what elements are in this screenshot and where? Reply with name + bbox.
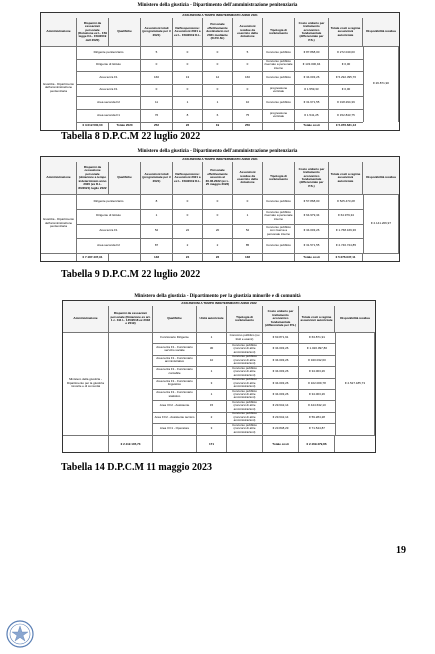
table1-cell: € 1.559,33 (295, 84, 329, 97)
table3-cell: € 34.003,26 (263, 355, 299, 366)
table1-header: Assunzioni residue da esercizio della dotazione (233, 18, 263, 46)
table3-cell: 15 (197, 400, 227, 411)
table1-cell: 1 (203, 96, 233, 109)
table2-cell: Area terza F1 (77, 224, 141, 239)
table1-cell: 0 (203, 59, 233, 72)
table2-header-row (41, 162, 399, 195)
table1-cell: 0 (233, 59, 263, 72)
table3-cell: € 34.003,26 (263, 366, 299, 377)
table2-cell: Dirigente di Istituto (77, 209, 141, 224)
table1-cell: 10 (233, 96, 263, 109)
table3-header: Qualifiche (153, 306, 197, 332)
table2-cell: 1 (233, 209, 263, 224)
table1-header: Risparmi da cessazioni personale (Dotazione ex L. 159 legge D.L. 159/2019 dell 2020) (77, 18, 109, 46)
table1-row (77, 109, 363, 123)
table2-band: ASSUNZIONI A TEMPO INDETERMINATO ANNO 2021 (41, 157, 399, 163)
table2-cell: € 2.746.724,85 (335, 242, 357, 247)
table1-band: ASSUNZIONI A TEMPO INDETERMINATO ANNO 2021 (41, 13, 399, 19)
table2-cell: 87 (141, 238, 173, 253)
table2-total-value: 22 (203, 254, 233, 262)
table3-total-blank (63, 436, 109, 453)
table3-title: Ministero della giustizia - Dipartimento per la giustizia minorile e di comunità (134, 294, 301, 299)
table1-cell: progressione verticale (263, 84, 295, 97)
table2-header: Tipologia di reclutamento (263, 162, 295, 194)
table1-cell: 75 (233, 109, 263, 122)
table2-total-blank (363, 254, 399, 262)
table3-total-blank (335, 436, 375, 453)
table2-cell: € 34.003,26 (295, 224, 329, 239)
table1-row (77, 96, 363, 110)
table3-header: Disponibilità residua (335, 306, 375, 332)
table1-header-row (41, 18, 399, 47)
table1-header: Disponibilità residua (363, 18, 399, 46)
table3-cell: 2 (197, 412, 227, 423)
table2-cell: 2 (173, 238, 203, 253)
table2-header: Personale effettivamente assunto al 30.06.2022 (ex L. 25 maggio 2022) (203, 162, 233, 194)
table1-total-value: 250 (233, 122, 263, 130)
table2-header: Assunzioni residue da esercizio della dotazione (233, 162, 263, 194)
table2-cell: € 525.473,28 (337, 198, 355, 203)
table1-total-costs-label: Totale costi (295, 122, 329, 130)
table1-cell: 0 (233, 84, 263, 97)
table3-cell: Funzionario Dirigente (153, 332, 197, 343)
table3-cell: € 102.009,78 (308, 380, 326, 385)
table1-cell: Dirigente penitenziario (77, 46, 141, 59)
table3-header: Tipologia di reclutamento (227, 306, 263, 332)
table2-cell: Area seconda F2 (77, 238, 141, 253)
table3-total-value: 171 (197, 436, 227, 453)
table2-cell: 2 (203, 238, 233, 253)
table1-total-blank (263, 122, 295, 130)
table3-cell: Concorso pubblico (concorsi di altre amministrazioni) (227, 412, 263, 423)
caption-table-14: Tabella 14 D.P.C.M 11 maggio 2023 (61, 462, 212, 473)
table1-row (77, 84, 363, 98)
table2-cell: Concorso pubblico (263, 238, 295, 253)
caption-table-9: Tabella 9 D.P.C.M 22 luglio 2022 (61, 269, 201, 280)
table2-total-value: 148 (141, 254, 173, 262)
table3-cell: € 34.003,26 (263, 378, 299, 389)
table1-cell: € 31.671,55 (295, 96, 329, 109)
table1-cell: 12 (203, 71, 233, 84)
table3-cell: € 34.003,26 (263, 343, 299, 354)
table3-savings-blank (109, 332, 153, 435)
table2-header: Disponibilità residua (363, 162, 399, 194)
table2-residual: € 2.141.206,97 (363, 194, 399, 253)
table1-cell: € 0,00 (341, 87, 351, 92)
table1-cell: 11 (141, 96, 173, 109)
table3-cell: € 444.632,10 (308, 403, 326, 408)
table1-cell: € 34.003,26 (295, 71, 329, 84)
table1-header: Da/Sospensione: Assunzioni 2021 a ex L. 159/2019 D.L. (173, 18, 203, 46)
table2-header: Da/Sospensione: Assunzioni 2021 a ex L. 159/2019 D.L. (173, 162, 203, 194)
table3-cell: 3 (197, 378, 227, 389)
table2-header: Assunzioni totali (programmate per il 2021) (141, 162, 173, 194)
table1-cell: Area terza F1 (77, 71, 141, 84)
table2-cell: 1 (141, 209, 173, 224)
table2-title: Ministero della giustizia - Dipartimento dell'amministrazione penitenziaria (137, 149, 298, 154)
page-number: 19 (396, 545, 406, 556)
table1-cell: 5 (233, 46, 263, 59)
table2-cell: 0 (203, 209, 233, 224)
table3-cell: Concorso pubblico (concorsi di altre amministrazioni) (227, 355, 263, 366)
table2-cell: Dirigente penitenziario (77, 194, 141, 209)
table2-cell: 52 (233, 224, 263, 239)
table1 (40, 12, 400, 131)
table2-cell: 8 (141, 194, 173, 209)
table2-header: Totale costi a regime assunzioni autorizzate (329, 162, 363, 194)
table2-cell: Concorso pubblico (263, 194, 295, 209)
table1-administration: Giustizia - Dipartimento dell'amministrazione penitenziaria (41, 46, 77, 130)
table1-total-savings: € 3.012.500,00 (77, 122, 109, 130)
table3-cell: Concorso pubblico (concorsi di altre amministrazioni) (227, 389, 263, 400)
table3-cell: 30 (197, 343, 227, 354)
table1-cell: 0 (141, 59, 173, 72)
table1-cell: Concorso pubblico riservato a personale interno (263, 59, 295, 72)
table1-cell: 160 (233, 71, 263, 84)
table3-cell: € 34.003,26 (263, 389, 299, 400)
table2-cell: 0 (173, 209, 203, 224)
table3-cell: 3 (197, 423, 227, 434)
table1-cell: 76 (141, 109, 173, 122)
table3-total-row (63, 435, 375, 453)
table1-cell: Concorso pubblico (263, 96, 295, 109)
table3-cell: Concorso pubblico (concorsi di altre amministrazioni) (227, 366, 263, 377)
table3-cell: 1 (197, 366, 227, 377)
table1-row (77, 46, 363, 60)
table1-cell: € 87.868,00 (295, 46, 329, 59)
table1-cell: 0 (173, 84, 203, 97)
table3-cell: € 59.284,28 (309, 414, 325, 419)
table1-header: Costo unitario per trattamento economico fondamentale (differenziale per P.S.) (295, 18, 329, 46)
table3-cell: € 63.871,91 (263, 332, 299, 343)
table3-cell: Area terza F1 - Funzionario contabile (153, 366, 197, 377)
table2-cell: 20 (203, 224, 233, 239)
table1-cell: 0 (173, 59, 203, 72)
table1-cell: 0 (203, 84, 233, 97)
table2-cell: € 31.571,55 (295, 238, 329, 253)
table1-cell: € 133.000,94 (295, 59, 329, 72)
table2-header: Amministrazione (41, 162, 77, 194)
table3-cell: € 23.848,29 (263, 423, 299, 434)
table2-row (77, 194, 363, 210)
table3-cell: € 34.003,26 (309, 369, 325, 374)
table2-cell: € 64.979,34 (338, 213, 354, 218)
table1-cell: Area seconda F2 (77, 96, 141, 109)
table3-cell: € 71.544,87 (309, 426, 325, 431)
table1-row (77, 59, 363, 73)
table2-cell: € 64.979,34 (295, 209, 329, 224)
table2-header: Costo unitario per trattamento economico fondamentale (differenziale per P.S.) (295, 162, 329, 194)
table1-total-value: 22 (173, 122, 203, 130)
table3-band: ASSUNZIONI A TEMPO INDETERMINATO ANNO 2022 (63, 301, 375, 307)
table1-cell: 0 (141, 84, 173, 97)
table3-cell: 10 (197, 355, 227, 366)
table3-cell: € 340.032,60 (308, 357, 326, 362)
table3-cell: € 1.020.097,80 (306, 346, 328, 351)
table2-total-blank (109, 254, 141, 262)
table2-total-blank (41, 254, 77, 262)
table1-cell: 8 (173, 109, 203, 122)
table2-total-costs: € 5.076.037,11 (329, 254, 363, 262)
table2-row (77, 224, 363, 240)
table3-header: Unità autorizzate (197, 306, 227, 332)
table3-cell: Area terza F1 - Funzionario amministrativo (153, 355, 197, 366)
table1-cell: € 272.040,00 (337, 49, 355, 54)
table1-cell: € 0,00 (341, 62, 351, 67)
table1-cell: Area seconda F1 (77, 109, 141, 122)
table1-header: Assunzioni totali (programmate per il 2021) (141, 18, 173, 46)
table3-cell: Area terza F1 - Funzionario linguistico (153, 378, 197, 389)
table2-total-costs-label: Totale costi (295, 254, 329, 262)
table1-cell: € 318.294,39 (337, 99, 355, 104)
table1-row (77, 71, 363, 85)
table2-row (77, 238, 363, 254)
table3-total-costs-label: Totale costi (263, 436, 299, 453)
table3-cell: Area II F2 - Assistente tecnico (153, 412, 197, 423)
table1-total-label: Totale 2020 (109, 122, 141, 130)
table1-cell: 0 (203, 46, 233, 59)
table3-cell: € 34.003,26 (309, 391, 325, 396)
table2-header: Qualifiche (109, 162, 141, 194)
table3-cell: Concorso pubblico (concorsi di altre amministrazioni) (227, 423, 263, 434)
table2-cell: € 57.868,00 (295, 194, 329, 209)
table3-residual: € 2.527.185,73 (335, 332, 375, 435)
table3-total-costs: € 2.169.479,86 (299, 436, 335, 453)
table2-cell: 22 (173, 224, 203, 239)
table1-cell: 13 (173, 71, 203, 84)
table3-cell: Area II F1 - Operatore (153, 423, 197, 434)
table2-cell: 0 (233, 194, 263, 209)
table3-cell: € 29.642,14 (263, 400, 299, 411)
table1-cell: € 1.541,25 (295, 109, 329, 122)
table1-cell: € 5.292.395,76 (335, 74, 357, 79)
table1-cell: Dirigente di Istituto (77, 59, 141, 72)
table3-row (153, 423, 335, 435)
table2-cell: € 1.768.169,36 (335, 228, 357, 233)
table3-cell: € 63.871,91 (309, 334, 325, 339)
table2 (40, 156, 400, 262)
table3-cell: 1 (197, 389, 227, 400)
table1-header: Amministrazione (41, 18, 77, 46)
table3-cell: Area II F2 - Assistente (153, 400, 197, 411)
table3-total-blank (227, 436, 263, 453)
table1-cell: 1 (173, 96, 203, 109)
table1-cell: 0 (173, 46, 203, 59)
table1-cell: 160 (141, 71, 173, 84)
table2-total-value: 24 (173, 254, 203, 262)
table3-administration: Ministero della giustizia - Dipartimento per la giustizia minorile e di comunità (63, 332, 109, 435)
table2-total-label: € 7.187.437,91 (77, 254, 109, 262)
table3-total-label: € 2.112.135,73 (109, 436, 153, 453)
table3-cell: Concorso pubblico (concorsi di altre amministrazioni) (227, 400, 263, 411)
table1-residual: € 26.871,90 (363, 46, 399, 122)
table2-cell: 52 (141, 224, 173, 239)
table2-total-row (41, 253, 399, 262)
table1-header: Personale effettivamente destinatario nel 2021 mediante (D.P.C.M.) (203, 18, 233, 46)
table1-cell: 6 (203, 109, 233, 122)
table1-total-row (77, 122, 399, 130)
table3-header: Amministrazione (63, 306, 109, 332)
table3-cell: € 29.642,14 (263, 412, 299, 423)
table3-cell: Concorso pubblico (concorsi di altre amministrazioni) (227, 343, 263, 354)
table2-cell: 0 (203, 194, 233, 209)
table2-header: Risparmi da cessazione personale (dotazione a tempo indeterminato anno 2020 (ex D.L. 80/2021) luglio 2022 (77, 162, 109, 194)
table1-cell: 5 (141, 46, 173, 59)
table2-cell: Concorso pubblico riservato a personale interno (263, 209, 295, 224)
table2-total-value: 138 (233, 254, 263, 262)
caption-table-8: Tabella 8 D.P.C.M 22 luglio 2022 (61, 131, 201, 142)
table3-cell: Concorso pubblico (su titoli e esami) (227, 332, 263, 343)
table2-total-blank (263, 254, 295, 262)
table3 (62, 300, 376, 453)
table1-total-value: 252 (141, 122, 173, 130)
table2-cell: Concorso pubblico con riserva a personale interno (263, 224, 295, 239)
table3-cell: 1 (197, 332, 227, 343)
table3-header: Costo unitario per trattamento economico fondamentale (differenziale per P.S.) (263, 306, 299, 332)
table1-cell: progressione verticale (263, 109, 295, 122)
table1-header: Qualifiche (109, 18, 141, 46)
table1-header: Tipologia di reclutamento (263, 18, 295, 46)
ministry-seal-icon (6, 620, 34, 648)
table1-total-costs: € 5.976.631,13 (335, 123, 357, 128)
table1-cell: € 152.843,75 (337, 112, 355, 117)
table2-row (77, 209, 363, 225)
table1-total-value: 19 (203, 122, 233, 130)
table1-title: Ministero della giustizia - Dipartimento dell'amministrazione penitenziaria (137, 3, 298, 8)
table3-cell: Area terza F1 - Funzionario servizio sociale (153, 343, 197, 354)
table2-cell: 0 (173, 194, 203, 209)
table3-total-blank (153, 436, 197, 453)
table2-administration: Giustizia - Dipartimento dell'amministrazione penitenziaria (41, 194, 77, 253)
table3-header: Risparmi da cessazioni personale (Dotazione ex art. 1 c. 311 L. 145/2018 ex 2018 e 2019) (109, 306, 153, 332)
table1-cell: Concorso pubblico (263, 71, 295, 84)
table1-header: Totale costi a regime assunzioni autorizzate (329, 18, 363, 46)
table1-cell: Area terza F1 (77, 84, 141, 97)
table1-cell: Concorso pubblico (263, 46, 295, 59)
table3-header: Totale costi a regime assunzioni autorizzate (299, 306, 335, 332)
table3-cell: Area terza F1 - Funzionario statistico (153, 389, 197, 400)
table2-cell: 85 (233, 238, 263, 253)
table3-cell: Concorso pubblico (concorsi di altre amministrazioni) (227, 378, 263, 389)
table3-header-row (63, 306, 375, 333)
